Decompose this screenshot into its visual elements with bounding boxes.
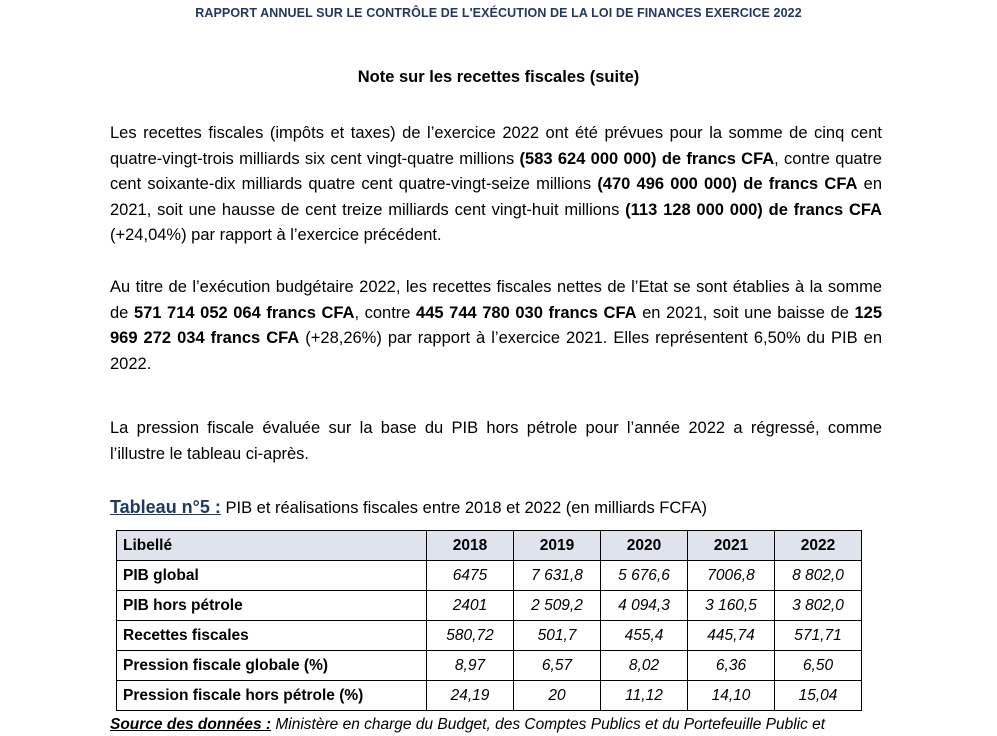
table-cell: 3 160,5 — [688, 591, 775, 621]
source-label: Source des données : — [110, 716, 272, 733]
text-span: (+28,26%) par rapport à l’exercice 2021. Elles représentent 6,50% du PIB en 2022. — [110, 329, 882, 373]
row-label: Recettes fiscales — [117, 621, 427, 651]
page-title: Note sur les recettes fiscales (suite) — [357, 68, 640, 86]
table-cell: 14,10 — [688, 681, 775, 711]
table-cell: 7 631,8 — [514, 561, 601, 591]
header-cell-libelle: Libellé — [117, 531, 427, 561]
row-label: PIB hors pétrole — [117, 591, 427, 621]
table-cell: 6,57 — [514, 651, 601, 681]
table-cell: 6,50 — [775, 651, 862, 681]
table-cell: 571,71 — [775, 621, 862, 651]
text-span: Les recettes fiscales (impôts et taxes) de l’exercice 2022 ont été prévues pour la somme de cinq cent quatre-vingt-trois milliards six cent vingt-quatre millions — [110, 124, 882, 168]
text-span: Au titre de l’exécution budgétaire 2022, les recettes fiscales nettes de l’Etat se sont établies à la somme de — [110, 278, 882, 322]
table-caption — [110, 497, 890, 518]
table-caption-label: Tableau n°5 : — [110, 497, 221, 517]
table-cell: 580,72 — [427, 621, 514, 651]
table-cell: 7006,8 — [688, 561, 775, 591]
table-caption-text: PIB et réalisations fiscales entre 2018 et 2022 (en milliards FCFA) — [220, 499, 707, 517]
table-cell: 4 094,3 — [601, 591, 688, 621]
table-cell: 5 676,6 — [601, 561, 688, 591]
table-cell: 11,12 — [601, 681, 688, 711]
paragraph-execution — [110, 275, 882, 377]
text-span: en 2021, soit une hausse de cent treize milliards cent vingt-huit millions — [110, 175, 882, 219]
text-span: , contre — [354, 303, 417, 322]
text-span: en 2021, soit une baisse de — [636, 303, 855, 322]
table-row — [117, 591, 862, 621]
header-cell-year: 2020 — [601, 531, 688, 561]
table-cell: 15,04 — [775, 681, 862, 711]
table-cell: 6,36 — [688, 651, 775, 681]
bold-amount: (470 496 000 000) de francs CFA — [597, 175, 858, 194]
table-cell: 2 509,2 — [514, 591, 601, 621]
table-cell: 8,97 — [427, 651, 514, 681]
text-span: , contre quatre cent soixante-dix milliards quatre cent quatre-vingt-seize millions — [110, 149, 882, 194]
paragraph-pressure: La pression fiscale évaluée sur la base du PIB hors pétrole pour l’année 2022 a régressé, comme l’illustre le tableau ci-après. — [110, 419, 882, 463]
table-header-row — [117, 531, 862, 561]
table-cell: 2401 — [427, 591, 514, 621]
source-note — [110, 716, 990, 734]
row-label: Pression fiscale hors pétrole (%) — [117, 681, 427, 711]
table-cell: 8 802,0 — [775, 561, 862, 591]
table-cell: 24,19 — [427, 681, 514, 711]
table-cell: 501,7 — [514, 621, 601, 651]
bold-amount: 571 714 052 064 francs CFA — [133, 303, 355, 322]
header-cell-year: 2021 — [688, 531, 775, 561]
row-label: PIB global — [117, 561, 427, 591]
table-cell: 445,74 — [688, 621, 775, 651]
bold-amount: (583 624 000 000) de francs CFA — [519, 149, 775, 168]
header-cell-year: 2022 — [775, 531, 862, 561]
table-row — [117, 561, 862, 591]
bold-amount: 125 969 272 034 francs CFA — [110, 303, 882, 348]
text-span: (+24,04%) par rapport à l’exercice précédent. — [110, 226, 442, 245]
table-cell: 6475 — [427, 561, 514, 591]
table-row — [117, 681, 862, 711]
table-cell: 455,4 — [601, 621, 688, 651]
report-header: RAPPORT ANNUEL SUR LE CONTRÔLE DE L'EXÉCUTION DE LA LOI DE FINANCES EXERCICE 2022 — [195, 6, 802, 20]
paragraph-forecast — [110, 121, 882, 249]
source-text: Ministère en charge du Budget, des Comptes Publics et du Portefeuille Public et — [271, 716, 826, 733]
fiscal-table — [116, 530, 862, 711]
table-row — [117, 651, 862, 681]
table-cell: 20 — [514, 681, 601, 711]
table-cell: 3 802,0 — [775, 591, 862, 621]
header-cell-year: 2018 — [427, 531, 514, 561]
row-label: Pression fiscale globale (%) — [117, 651, 427, 681]
table-row — [117, 621, 862, 651]
bold-amount: (113 128 000 000) de francs CFA — [625, 200, 883, 219]
bold-amount: 445 744 780 030 francs CFA — [416, 303, 637, 322]
table-cell: 8,02 — [601, 651, 688, 681]
header-cell-year: 2019 — [514, 531, 601, 561]
